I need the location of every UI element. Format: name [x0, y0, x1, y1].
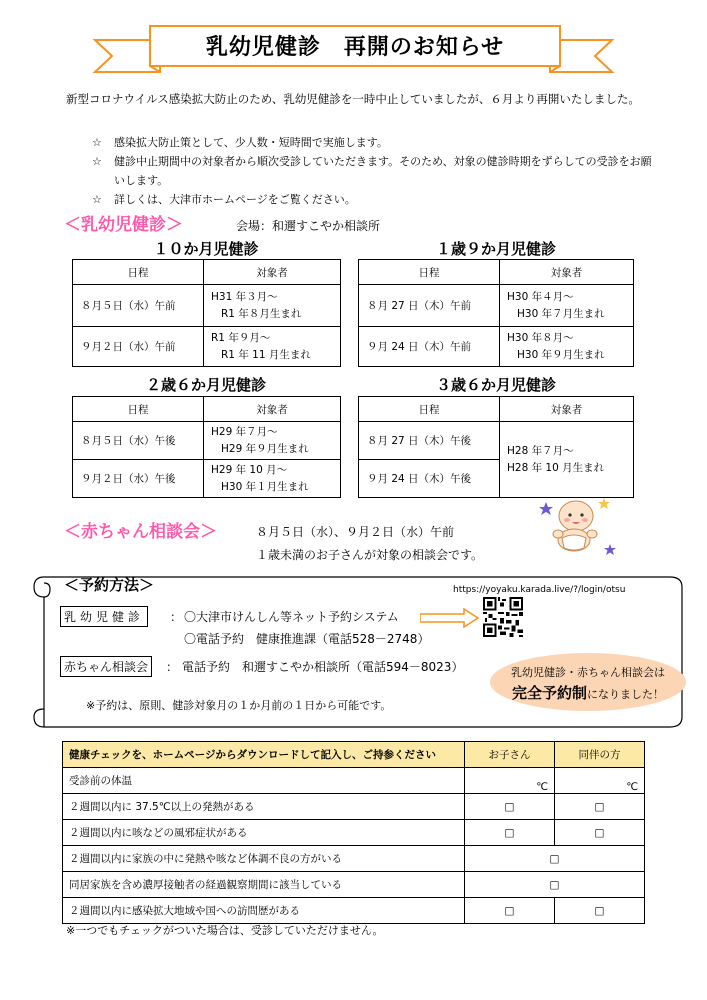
temp-adult-field[interactable]: ℃	[555, 768, 645, 794]
section-title-3y6m: ３歳６か月児健診	[435, 376, 556, 394]
table-row: ２週間以内に咳などの風邪症状がある □ □	[63, 820, 645, 846]
reserve-note: ※予約は、原則、健診対象月の１か月前の１日から可能です。	[86, 699, 392, 712]
baby-heading: ＜赤ちゃん相談会＞	[64, 522, 217, 542]
venue-text: 会場：和邇すこやか相談所	[236, 219, 381, 233]
bubble-line2: 完全予約制になりました！	[511, 684, 664, 702]
table-row: ２週間以内に感染拡大地域や国への訪問歴がある □ □	[63, 898, 645, 924]
bullet-item: ☆ 詳しくは、大津市ホームページをご覧ください。	[92, 190, 652, 209]
table-row: ２週間以内に家族の中に発熱や咳など体調不良の方がいる □	[63, 846, 645, 872]
baby-description: １歳未満のお子さんが対象の相談会です。	[256, 548, 484, 562]
checkbox[interactable]: □	[465, 872, 645, 898]
method-online: 〇大津市けんしん等ネット予約システム	[184, 610, 399, 624]
method-phone-2: 電話予約 和邇すこやか相談所（電話594－8023）	[182, 660, 464, 674]
checkbox[interactable]: □	[555, 794, 645, 820]
bullet-list	[92, 133, 652, 209]
schedule-table-3y6m: 日程 対象者 ８月 27 日（木）午後 H28 年７月～ H28 年 10 月生まれ ９月 24 日（木）午後	[358, 396, 634, 498]
checkbox[interactable]: □	[465, 846, 645, 872]
temp-child-field[interactable]: ℃	[465, 768, 555, 794]
reserve-url[interactable]: https://yoyaku.karada.live/?/login/otsu	[453, 585, 626, 595]
bullet-item: ☆ 感染拡大防止策として、少人数・短時間で実施します。	[92, 133, 652, 152]
baby-illustration-icon	[538, 494, 618, 560]
table-row: 同居家族を含め濃厚接触者の経過観察期間に該当している □	[63, 872, 645, 898]
check-footnote: ※一つでもチェックがついた場合は、受診していただけません。	[66, 924, 384, 937]
checkbox[interactable]: □	[555, 898, 645, 924]
bullet-item: ☆ 健診中止期間中の対象者から順次受診していただきます。そのため、対象の健診時期をずらしての受診をお願いします。	[92, 152, 652, 190]
star-icon: ☆	[92, 193, 102, 206]
page-title: 乳幼児健診 再開のお知らせ	[205, 35, 505, 60]
label-checkups: 乳幼児健診	[60, 606, 148, 627]
section-title-10m: １０か月児健診	[153, 240, 259, 258]
star-icon: ☆	[92, 136, 102, 149]
reserve-heading: ＜予約方法＞	[64, 576, 155, 594]
baby-dates: ８月５日（水）、９月２日（水）午前	[256, 525, 455, 539]
schedule-table-1y9m: 日程 対象者 ８月 27 日（木）午前 H30 年４月～ H30 年７月生まれ ９月 24 日（木）午前 H30 年８月～ H30 年９月生まれ	[358, 259, 634, 367]
intro-text: 新型コロナウイルス感染拡大防止のため、乳幼児健診を一時中止していましたが、６月より再開いたしました。	[66, 92, 640, 106]
schedule-table-10m: 日程 対象者 ８月５日（水）午前 H31 年３月～ R1 年８月生まれ ９月２日（水）午前 R1 年９月～ R1 年 11 月生まれ	[72, 259, 341, 367]
checkbox[interactable]: □	[555, 820, 645, 846]
star-icon: ☆	[92, 155, 102, 168]
label-baby: 赤ちゃん相談会	[60, 656, 152, 677]
checkups-heading: ＜乳幼児健診＞	[64, 215, 183, 235]
check-table-header: 健康チェックを、ホームページからダウンロードして記入し、ご持参ください	[63, 742, 465, 768]
bubble-line1: 乳幼児健診・赤ちゃん相談会は	[511, 666, 665, 679]
checkbox[interactable]: □	[465, 820, 555, 846]
arrow-right-icon	[420, 608, 480, 628]
table-row: ２週間以内に 37.5℃以上の発熱がある □ □	[63, 794, 645, 820]
section-title-2y6m: ２歳６か月児健診	[145, 376, 266, 394]
section-title-1y9m: １歳９か月児健診	[435, 240, 556, 258]
checkbox[interactable]: □	[465, 898, 555, 924]
table-row: 受診前の体温 ℃ ℃	[63, 768, 645, 794]
colon-1: ：	[170, 610, 183, 624]
colon-2: ：	[166, 660, 179, 674]
health-check-table: 健康チェックを、ホームページからダウンロードして記入し、ご持参ください お子さん 同伴の方 受診前の体温 ℃ ℃ ２週間以内に 37.5℃以上の発熱がある □ □ ２週間以内に咳などの風邪症状がある □ □ ２週間以内に家族の中に発熱や咳など体調不良の方がいる □ 同居家族を含め濃厚接触者の経過観察期間に該当している □ ２週間以内に感染拡大地域や国への訪問歴がある □ □	[62, 741, 645, 924]
checkbox[interactable]: □	[465, 794, 555, 820]
schedule-table-2y6m: 日程 対象者 ８月５日（水）午後 H29 年７月～ H29 年９月生まれ ９月２日（水）午後 H29 年 10 月～ H30 年１月生まれ	[72, 396, 341, 498]
qr-code-icon[interactable]	[483, 597, 523, 637]
method-phone-1: 〇電話予約 健康推進課（電話528－2748）	[184, 632, 430, 646]
